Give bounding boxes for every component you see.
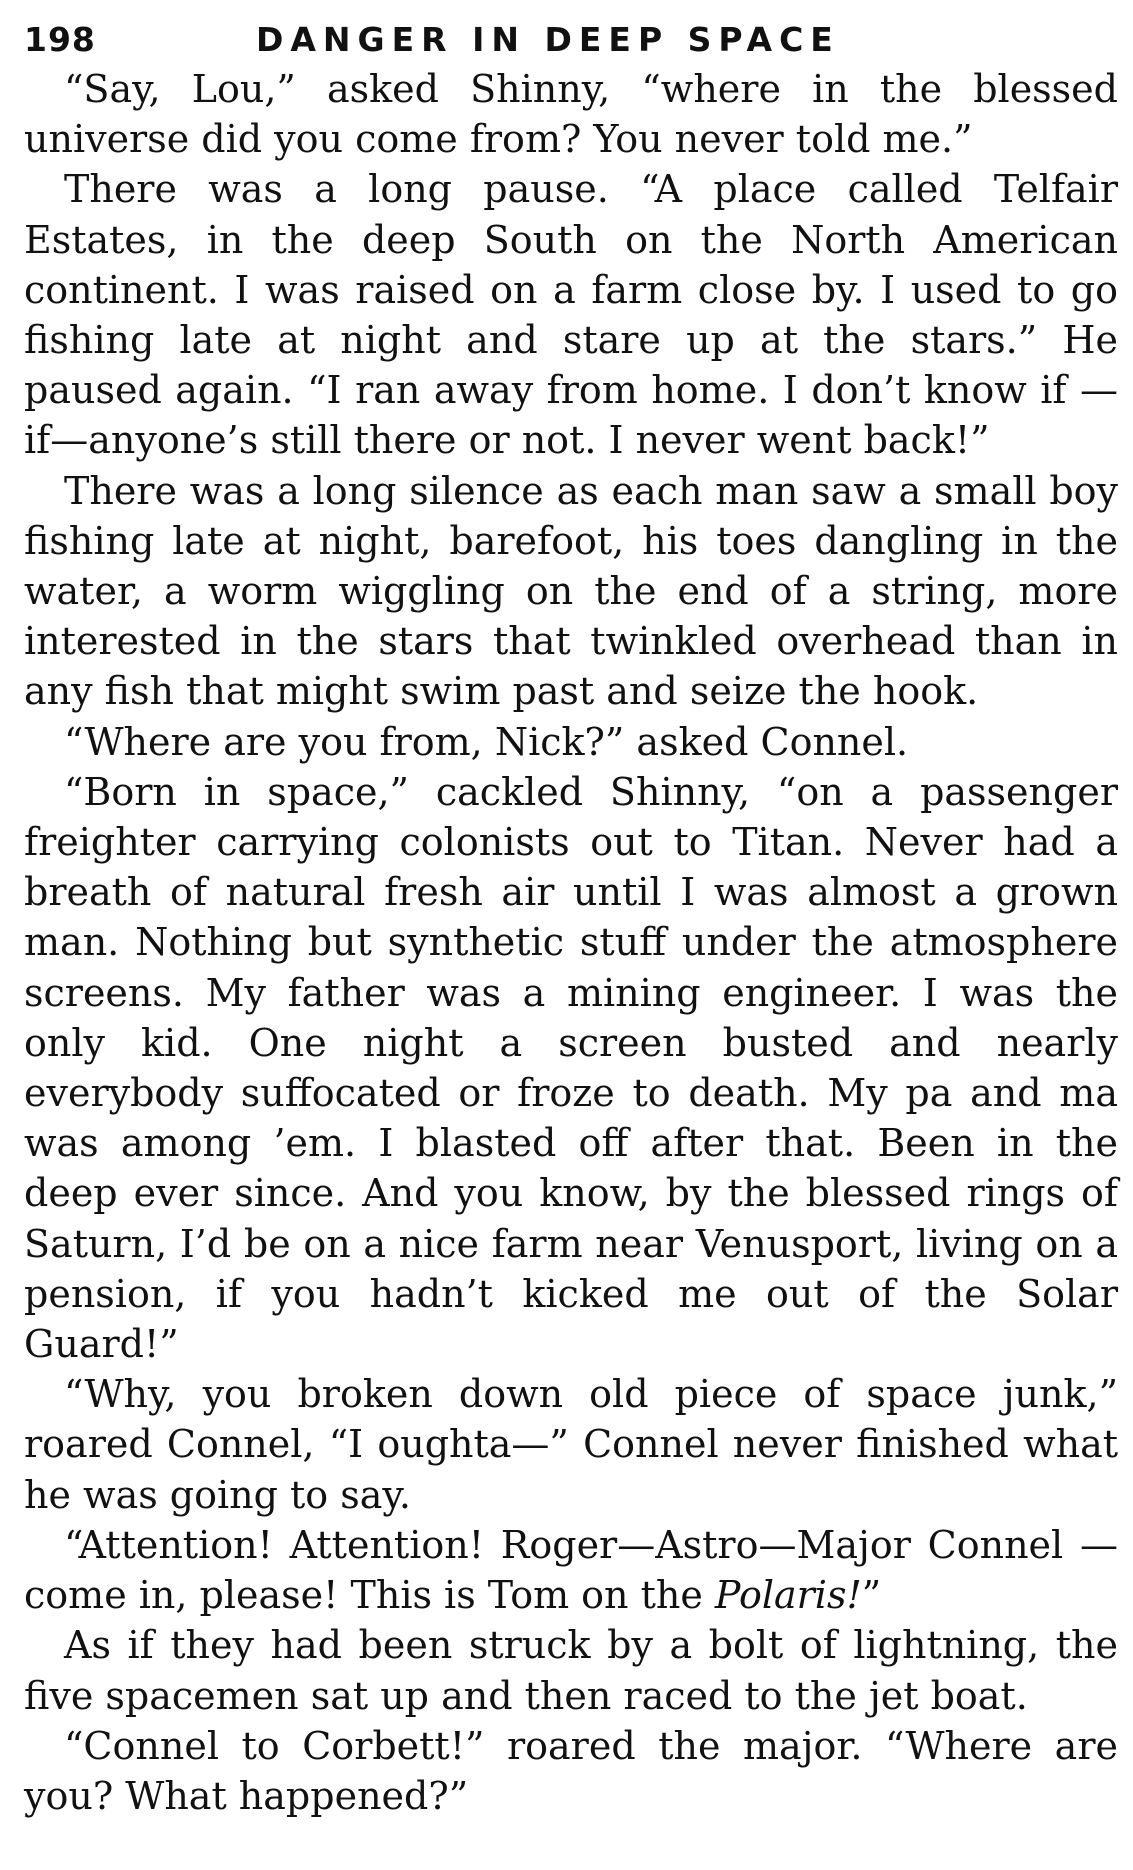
paragraph-7-closing: ”	[861, 1573, 882, 1618]
body-text	[24, 64, 1118, 1821]
page-number: 198	[24, 20, 96, 59]
paragraph-4: “Where are you from, Nick?” asked Connel.	[64, 719, 909, 764]
running-title: DANGER IN DEEP SPACE	[256, 20, 840, 59]
paragraph-7-text: “Attention! Attention! Roger—Astro—Major Connel —come in, please! This is Tom on the	[24, 1522, 1118, 1618]
paragraph-1: “Say, Lou,” asked Shinny, “where in the blessed universe did you come from? You never told me.”	[24, 67, 1118, 162]
paragraph-2: There was a long pause. “A place called Telfair Estates, in the deep South on the North American continent. I was raised on a farm close by. I used to go fishing late at night and stare up at the stars.” He paused again. “I ran away from home. I don’t know if —if—anyone’s still there or not. I never went back!”	[24, 167, 1118, 463]
paragraph-7	[24, 1520, 1118, 1620]
paragraph-8: As if they had been struck by a bolt of lightning, the five spacemen sat up and then raced to the jet boat.	[24, 1623, 1118, 1718]
paragraph-5: “Born in space,” cackled Shinny, “on a passenger freighter carrying colonists out to Titan. Never had a breath of natural fresh air until I was almost a grown man. Nothing but synthetic stuff under the atmosphere screens. My father was a mining engineer. I was the only kid. One night a screen busted and nearly everybody suffocated or froze to death. My pa and ma was among ’em. I blasted off after that. Been in the deep ever since. And you know, by the blessed rings of Saturn, I’d be on a nice farm near Venusport, living on a pension, if you hadn’t kicked me out of the Solar Guard!”	[24, 769, 1118, 1367]
running-head	[24, 18, 1118, 64]
paragraph-3: There was a long silence as each man saw a small boy fishing late at night, barefoot, his toes dangling in the water, a worm wiggling on the end of a string, more interested in the stars that twinkled overhead than in any fish that might swim past and seize the hook.	[24, 468, 1118, 714]
book-page	[24, 18, 1118, 1821]
paragraph-9: “Connel to Corbett!” roared the major. “Where are you? What happened?”	[24, 1723, 1118, 1818]
paragraph-6: “Why, you broken down old piece of space junk,” roared Connel, “I oughta—” Connel never finished what he was going to say.	[24, 1372, 1118, 1517]
ship-name: Polaris!	[714, 1573, 862, 1618]
